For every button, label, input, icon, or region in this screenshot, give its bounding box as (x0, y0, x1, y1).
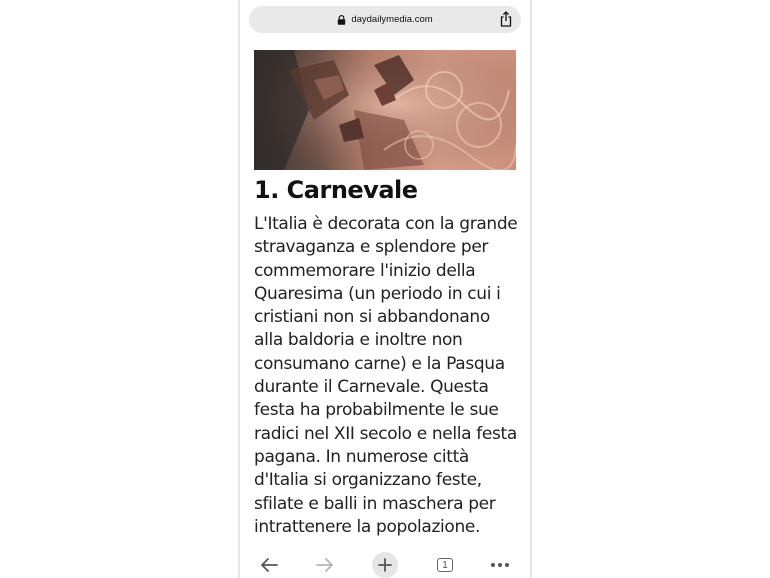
lock-icon (337, 15, 346, 25)
share-icon[interactable] (499, 11, 513, 27)
forward-button[interactable] (313, 554, 337, 576)
bottom-toolbar (240, 552, 530, 578)
article-body-text: L'Italia è decorata con la grande stravaganza e splendore per commemorare l'inizio della Quaresima (un periodo in cui i cristiani non si abbandonano alla baldoria e inoltre non consumano carne) e la Pasqua durante il Carnevale. Questa festa ha probabilmente le sue radici nel XII secolo e nella festa pagana. In numerose città d'Italia si organizzano feste, sfilate e balli in maschera per intrattenere la popolazione. (254, 214, 518, 537)
hero-image-illustration (254, 50, 516, 170)
forward-arrow-icon (315, 557, 335, 573)
address-bar[interactable] (249, 6, 521, 33)
plus-icon (378, 558, 392, 572)
article-hero-image (254, 50, 516, 170)
back-button[interactable] (257, 554, 281, 576)
more-button[interactable] (488, 554, 512, 576)
address-bar-content[interactable] (249, 6, 521, 33)
mobile-browser-viewport (240, 0, 530, 578)
tabs-icon: 1 (437, 558, 453, 572)
article-heading: 1. Carnevale (254, 176, 418, 204)
more-dots-icon (490, 562, 510, 568)
back-arrow-icon (259, 557, 279, 573)
new-tab-button[interactable] (371, 554, 399, 576)
tabs-button[interactable] (436, 554, 454, 576)
url-text[interactable]: daydailymedia.com (351, 14, 433, 25)
plus-button-background (372, 552, 398, 578)
